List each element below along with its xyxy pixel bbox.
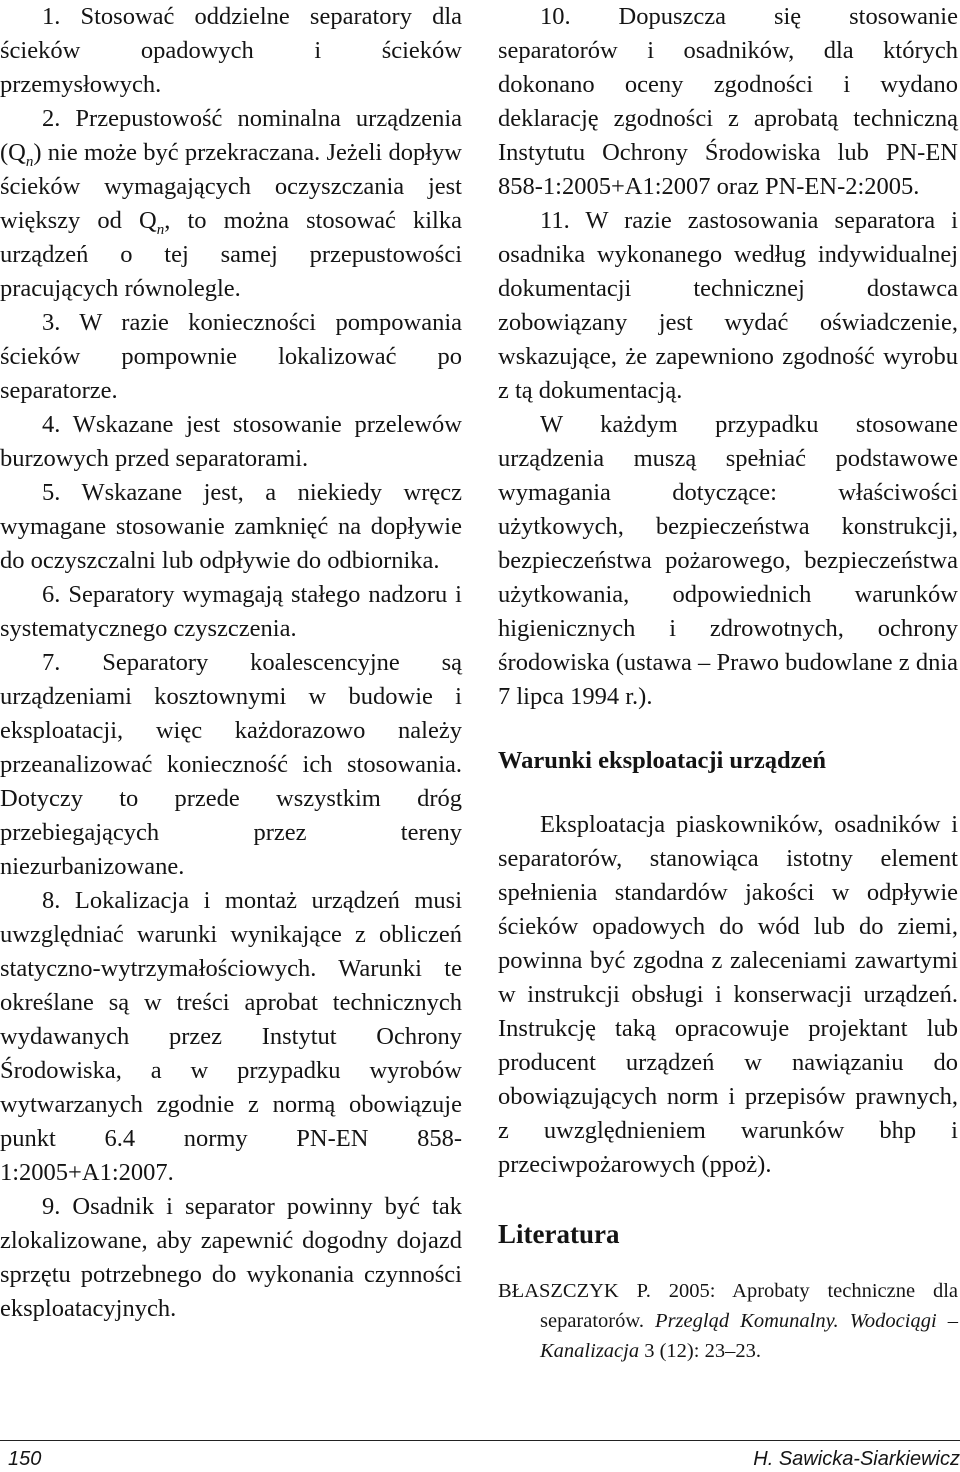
page-number: 150 xyxy=(8,1448,42,1470)
paragraph-2-part-a: 2. Przepustowość nominalna urządzenia (Q xyxy=(0,105,462,166)
paragraph-4: 4. Wskazane jest stosowanie przelewów burzowych przed separatorami. xyxy=(0,411,462,472)
subscript-n: n xyxy=(25,153,34,170)
paragraph-11: 11. W razie zastosowania separatora i osadnika wykonanego według indywidualnej dokumentacji technicznej dostawca zobowiązany jest wydać oświadczenie, wskazujące, że zapewniono zgodność wyrobu z tą dokumentacją. xyxy=(498,207,958,404)
subscript-n: n xyxy=(156,221,165,238)
spacer xyxy=(498,778,958,808)
paragraph-8: 8. Lokalizacja i montaż urządzeń musi uwzględniać warunki wynikające z obliczeń statyczno-wytrzymałościowych. Warunki te określane są w treści aprobat technicznych wydawanych przez Instytut Ochrony Środowiska, a w przypadku wyrobów wytwarzanych zgodnie z normą obowiązuje punkt 6.4 normy PN-EN 858-1:2005+A1:2007. xyxy=(0,887,462,1186)
reference-author-title: BŁASZCZYK P. 2005: Aprobaty techniczne dla separatorów. xyxy=(498,1280,958,1332)
spacer xyxy=(498,1252,958,1276)
footer-rule xyxy=(0,1440,960,1441)
paragraph-2-part-b: ) nie może być przekraczana. Jeżeli dopływ ścieków wymagających oczyszczania jest większy od Q xyxy=(0,139,462,234)
paragraph-6: 6. Separatory wymagają stałego nadzoru i systematycznego czyszczenia. xyxy=(0,581,462,642)
paragraph-13: Eksploatacja piaskowników, osadników i separatorów, stanowiąca istotny element spełnienia standardów jakości w odpływie ścieków opadowych do wód lub do ziemi, powinna być zgodna z zaleceniami zawartymi w instrukcji obsługi i konserwacji urządzeń. Instrukcję taką opracowuje projektant lub producent urządzeń w nawiązaniu do obowiązujących norm i przepisów prawnych, z uwzględnieniem warunków bhp i przeciwpożarowych (ppoż). xyxy=(498,811,958,1178)
paragraph-2 xyxy=(0,102,462,306)
paragraph-12: W każdym przypadku stosowane urządzenia muszą spełniać podstawowe wymagania dotyczące: właściwości użytkowych, bezpieczeństwa konstrukcji, bezpieczeństwa pożarowego, bezpieczeństwa użytkowania, odpowiednich warunków higienicznych i zdrowotnych, ochrony środowiska (ustawa – Prawo budowlane z dnia 7 lipca 1994 r.). xyxy=(498,411,958,710)
reference-journal: Przegląd Komunalny. Wodociągi – Kanalizacja xyxy=(540,1310,958,1362)
paragraph-3: 3. W razie konieczności pompowania ścieków pompownie lokalizować po separatorze. xyxy=(0,309,462,404)
paragraph-7: 7. Separatory koalescencyjne są urządzeniami kosztownymi w budowie i eksploatacji, więc każdorazowo należy przeanalizować konieczność ich stosowania. Dotyczy to przede wszystkim dróg przebiegających przez tereny niezurbanizowane. xyxy=(0,649,462,880)
left-column xyxy=(0,0,462,1326)
paragraph-10: 10. Dopuszcza się stosowanie separatorów i osadników, dla których dokonano oceny zgodności i wydano deklarację zgodności z aprobatą techniczną Instytutu Ochrony Środowiska lub PN-EN 858-1:2005+A1:2007 oraz PN-EN-2:2005. xyxy=(498,3,958,200)
reference-entry xyxy=(498,1276,958,1366)
paragraph-9: 9. Osadnik i separator powinny być tak zlokalizowane, aby zapewnić dogodny dojazd sprzętu potrzebnego do wykonania czynności eksploatacyjnych. xyxy=(0,1193,462,1322)
author-name: H. Sawicka-Siarkiewicz xyxy=(753,1448,960,1470)
paragraph-2-part-c: , to można stosować kilka urządzeń o tej samej przepustowości pracujących równolegle. xyxy=(0,207,462,302)
section-heading-warunki: Warunki eksploatacji urządzeń xyxy=(498,747,827,774)
section-heading-literatura: Literatura xyxy=(498,1219,620,1249)
paragraph-1: 1. Stosować oddzielne separatory dla ścieków opadowych i ścieków przemysłowych. xyxy=(0,3,462,98)
right-column xyxy=(498,0,958,1366)
reference-issue: 3 (12): 23–23. xyxy=(639,1340,761,1362)
paragraph-5: 5. Wskazane jest, a niekiedy wręcz wymagane stosowanie zamknięć na dopływie do oczyszczalni lub odpływie do odbiornika. xyxy=(0,479,462,574)
